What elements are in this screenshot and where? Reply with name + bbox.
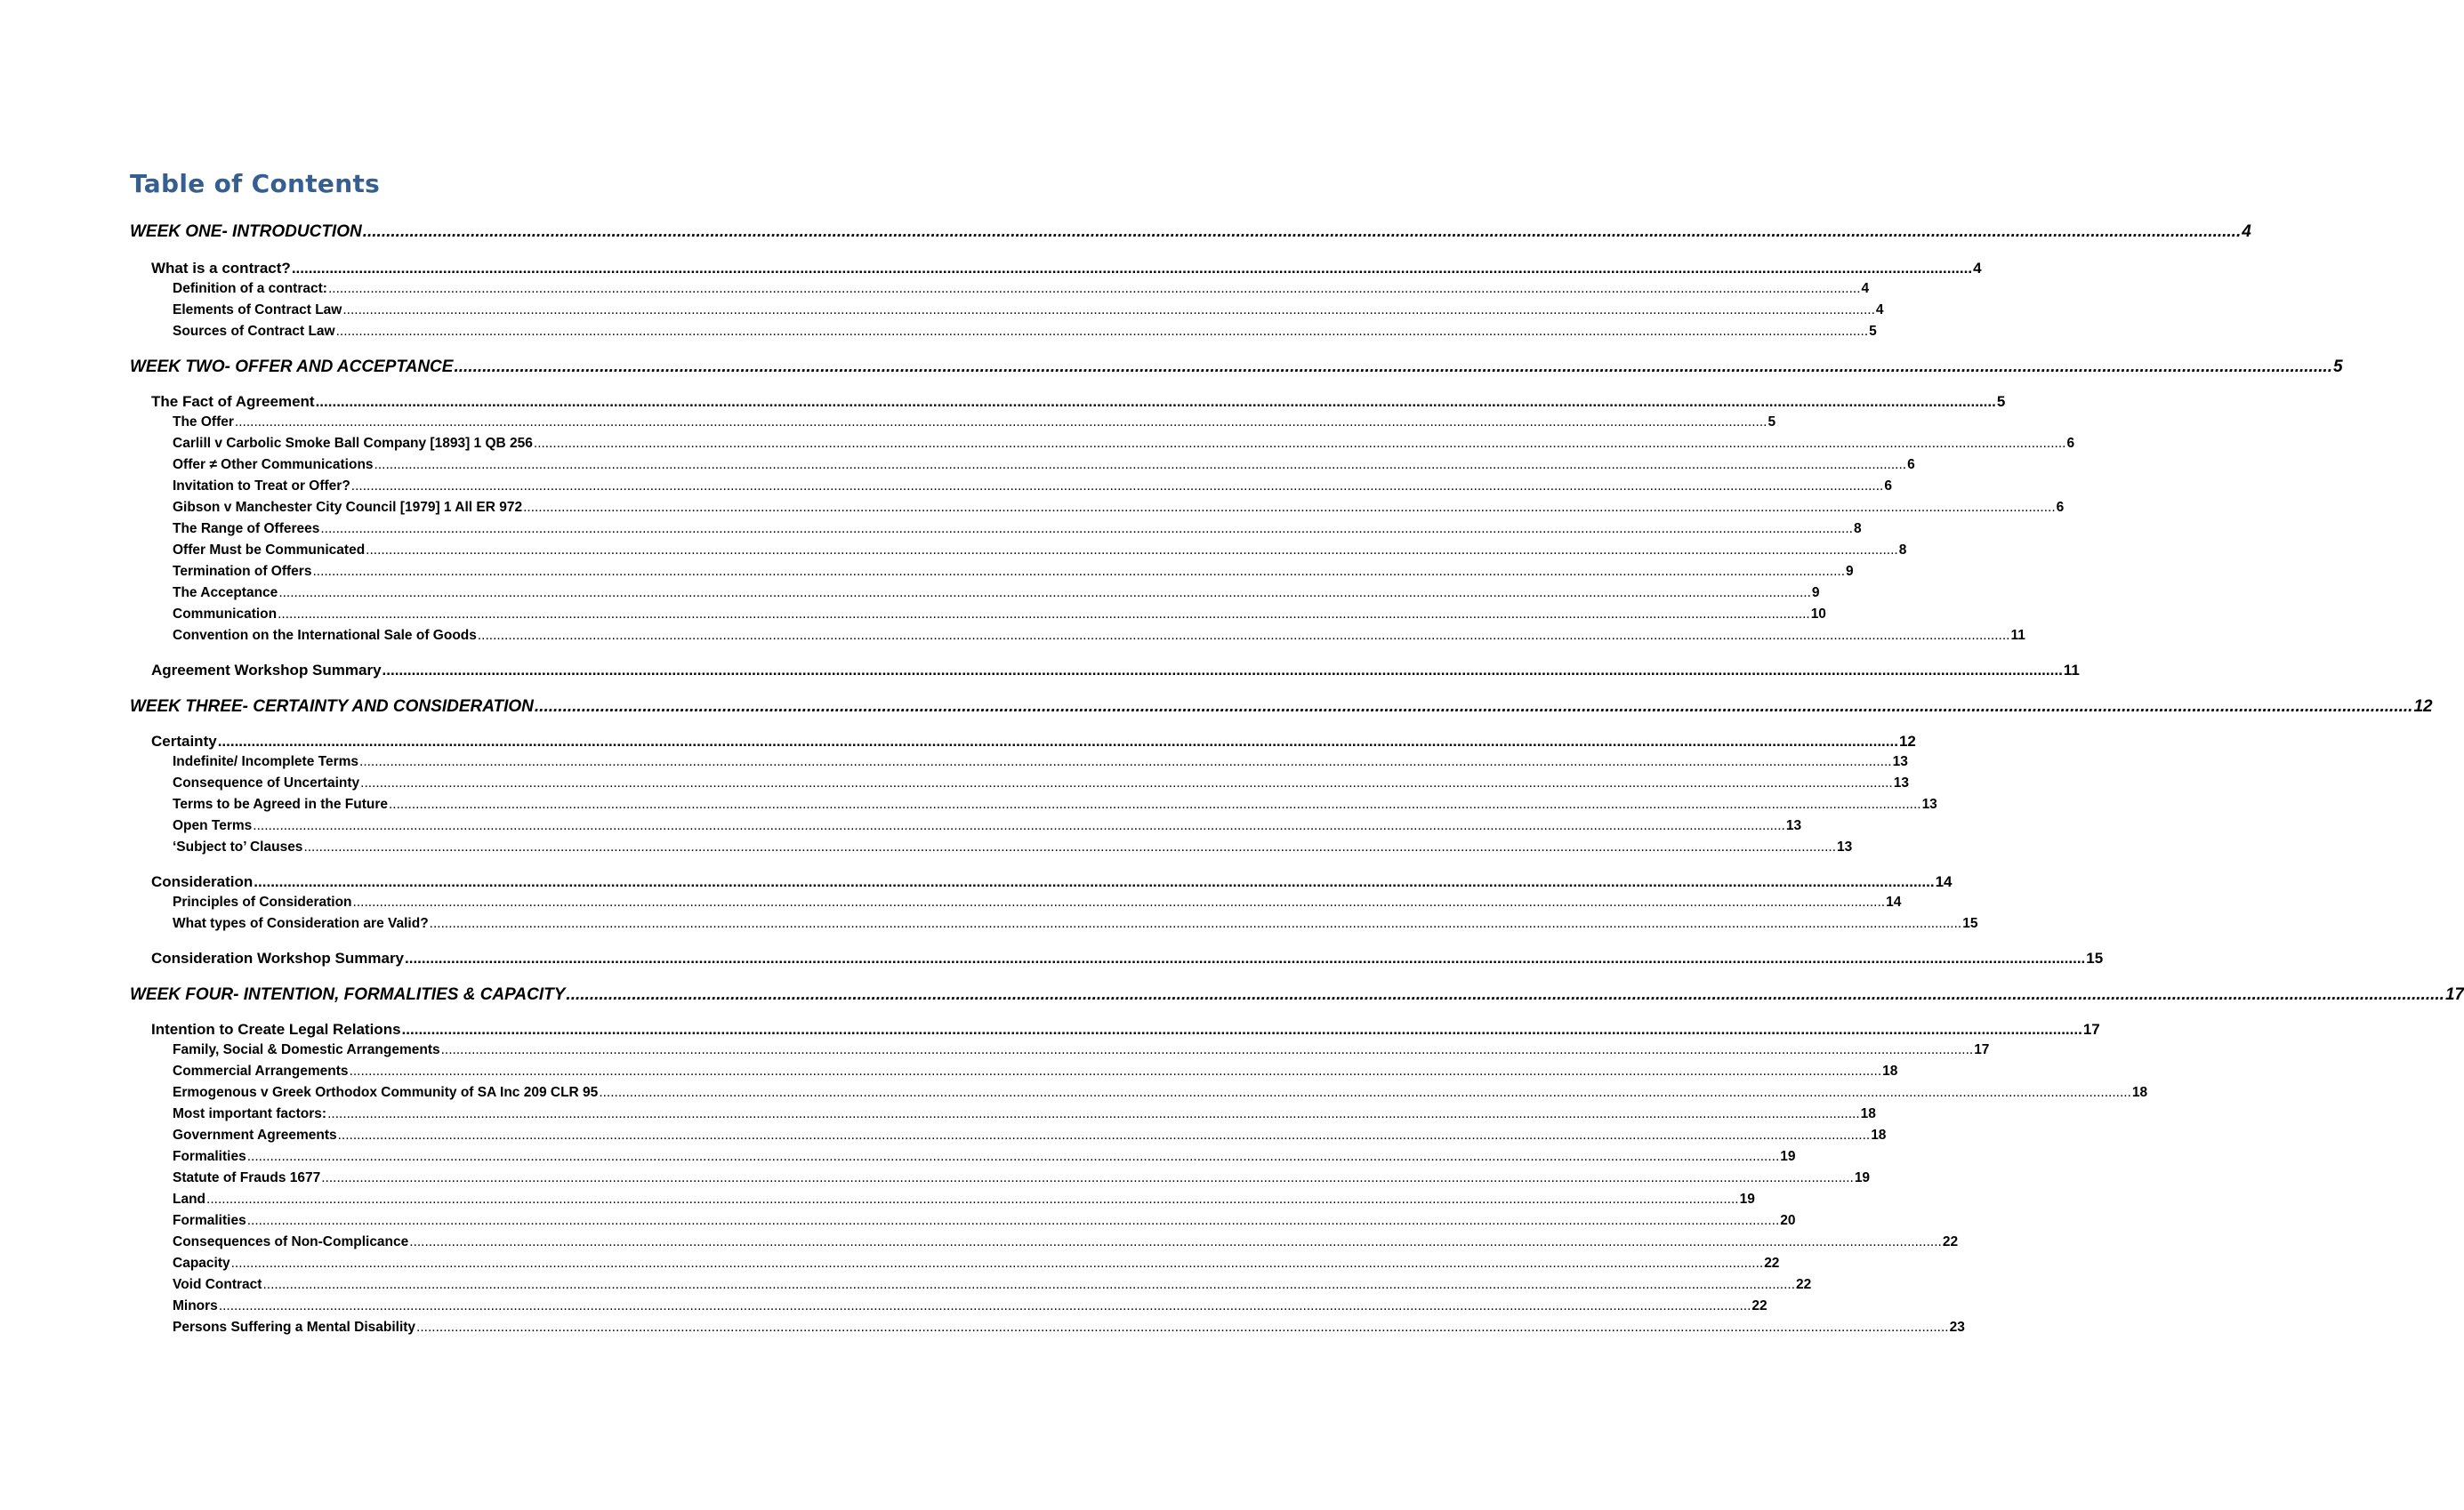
- toc-entry-label: WEEK TWO- OFFER AND ACCEPTANCE: [130, 357, 454, 376]
- toc-entry-page-number: 18: [1882, 1064, 1898, 1079]
- toc-dot-leader: ................................................................................................................................................................................................................................................................................................................................................................................................................: [217, 733, 1898, 750]
- toc-entry-level-2[interactable]: [151, 393, 2006, 411]
- toc-dot-leader: ................................................................................................................................................................................................................................................................................................................................................................................................................: [360, 775, 1893, 791]
- toc-entry-page-number: 12: [2413, 697, 2433, 716]
- toc-dot-leader: ................................................................................................................................................................................................................................................................................................................................................................................................................: [303, 839, 1836, 855]
- toc-entry-label: WEEK THREE- CERTAINTY AND CONSIDERATION: [130, 697, 534, 716]
- toc-dot-leader: ................................................................................................................................................................................................................................................................................................................................................................................................................: [342, 302, 1875, 317]
- toc-entry-label: Gibson v Manchester City Council [1979] 1 All ER 972: [173, 500, 523, 515]
- toc-title: Table of Contents: [130, 169, 381, 198]
- toc-entry-page-number: 23: [1949, 1320, 1965, 1335]
- toc-dot-leader: ................................................................................................................................................................................................................................................................................................................................................................................................................: [262, 1277, 1796, 1292]
- toc-entry-level-2[interactable]: [151, 662, 2080, 679]
- toc-entry-level-1[interactable]: [130, 357, 2343, 377]
- toc-entry-level-3[interactable]: [173, 916, 1978, 932]
- toc-dot-leader: ................................................................................................................................................................................................................................................................................................................................................................................................................: [350, 478, 1884, 494]
- toc-dot-leader: ................................................................................................................................................................................................................................................................................................................................................................................................................: [278, 585, 1811, 600]
- toc-dot-leader: ................................................................................................................................................................................................................................................................................................................................................................................................................: [382, 662, 2063, 679]
- toc-entry-level-3[interactable]: [173, 585, 1820, 601]
- toc-entry-page-number: 14: [1935, 873, 1953, 890]
- toc-entry-level-2[interactable]: [151, 873, 1953, 891]
- toc-dot-leader: ................................................................................................................................................................................................................................................................................................................................................................................................................: [206, 1192, 1739, 1207]
- toc-entry-page-number: 5: [2332, 357, 2343, 376]
- toc-entry-label: Carlill v Carbolic Smoke Ball Company [1893] 1 QB 256: [173, 436, 533, 451]
- toc-entry-level-3[interactable]: [173, 281, 1870, 297]
- toc-entry-level-3[interactable]: [173, 1170, 1871, 1186]
- toc-entry-page-number: 22: [1764, 1256, 1780, 1271]
- toc-entry-page-number: 8: [1898, 542, 1907, 558]
- toc-entry-page-number: 18: [2131, 1085, 2148, 1100]
- toc-entry-label: The Fact of Agreement: [151, 393, 315, 410]
- toc-entry-level-3[interactable]: [173, 775, 1909, 791]
- toc-entry-label: Principles of Consideration: [173, 895, 352, 910]
- toc-entry-page-number: 22: [1942, 1234, 1959, 1249]
- toc-entry-level-3[interactable]: [173, 521, 1862, 537]
- toc-entry-page-number: 6: [2066, 436, 2075, 451]
- toc-dot-leader: ................................................................................................................................................................................................................................................................................................................................................................................................................: [234, 414, 1767, 430]
- toc-dot-leader: ................................................................................................................................................................................................................................................................................................................................................................................................................: [416, 1320, 1949, 1335]
- toc-entry-label: ‘Subject to’ Clauses: [173, 839, 303, 855]
- toc-entry-level-3[interactable]: [173, 1256, 1780, 1272]
- toc-entry-level-3[interactable]: [173, 457, 1915, 473]
- toc-entry-level-3[interactable]: [173, 1085, 2148, 1101]
- toc-entry-page-number: 5: [1996, 393, 2006, 410]
- toc-entry-level-3[interactable]: [173, 839, 1853, 855]
- toc-entry-level-3[interactable]: [173, 1298, 1767, 1314]
- toc-entry-level-3[interactable]: [173, 1277, 1812, 1293]
- toc-entry-label: Offer Must be Communicated: [173, 542, 366, 558]
- toc-entry-page-number: 18: [1871, 1128, 1887, 1143]
- toc-entry-page-number: 5: [1767, 414, 1776, 430]
- toc-entry-level-3[interactable]: [173, 436, 2075, 452]
- toc-entry-level-3[interactable]: [173, 1064, 1898, 1080]
- toc-entry-label: Open Terms: [173, 818, 253, 833]
- toc-entry-label: Consideration Workshop Summary: [151, 950, 405, 967]
- toc-entry-label: Void Contract: [173, 1277, 262, 1292]
- toc-entry-level-3[interactable]: [173, 564, 1854, 580]
- toc-entry-level-3[interactable]: [173, 1042, 1990, 1058]
- toc-entry-label: Sources of Contract Law: [173, 324, 335, 339]
- toc-dot-leader: ................................................................................................................................................................................................................................................................................................................................................................................................................: [440, 1042, 1974, 1057]
- toc-dot-leader: ................................................................................................................................................................................................................................................................................................................................................................................................................: [327, 1106, 1860, 1121]
- toc-entry-label: Intention to Create Legal Relations: [151, 1021, 401, 1038]
- toc-entry-page-number: 17: [2082, 1021, 2100, 1038]
- toc-dot-leader: ................................................................................................................................................................................................................................................................................................................................................................................................................: [246, 1149, 1780, 1164]
- toc-dot-leader: ................................................................................................................................................................................................................................................................................................................................................................................................................: [599, 1085, 2131, 1100]
- toc-entry-level-3[interactable]: [173, 606, 1826, 622]
- toc-entry-level-3[interactable]: [173, 818, 1802, 834]
- toc-dot-leader: ................................................................................................................................................................................................................................................................................................................................................................................................................: [320, 521, 1853, 536]
- toc-entry-label: Formalities: [173, 1213, 246, 1228]
- toc-entry-label: Consequence of Uncertainty: [173, 775, 360, 791]
- toc-entry-label: Indefinite/ Incomplete Terms: [173, 754, 359, 769]
- toc-entry-label: Land: [173, 1192, 206, 1207]
- toc-dot-leader: ................................................................................................................................................................................................................................................................................................................................................................................................................: [278, 606, 1810, 622]
- toc-entry-label: Elements of Contract Law: [173, 302, 342, 317]
- toc-dot-leader: ................................................................................................................................................................................................................................................................................................................................................................................................................: [523, 500, 2056, 515]
- toc-dot-leader: ................................................................................................................................................................................................................................................................................................................................................................................................................: [254, 873, 1935, 890]
- toc-dot-leader: ................................................................................................................................................................................................................................................................................................................................................................................................................: [349, 1064, 1882, 1079]
- toc-entry-page-number: 9: [1846, 564, 1854, 579]
- toc-entry-label: What types of Consideration are Valid?: [173, 916, 429, 931]
- toc-entry-level-1[interactable]: [130, 697, 2433, 717]
- toc-entry-label: Agreement Workshop Summary: [151, 662, 382, 679]
- toc-entry-level-2[interactable]: [151, 733, 1916, 751]
- toc-entry-level-3[interactable]: [173, 1106, 1876, 1122]
- toc-entry-page-number: 5: [1869, 324, 1877, 339]
- toc-dot-leader: ................................................................................................................................................................................................................................................................................................................................................................................................................: [566, 985, 2444, 1004]
- toc-entry-label: The Range of Offerees: [173, 521, 320, 536]
- toc-entry-page-number: 17: [1974, 1042, 1990, 1057]
- toc-entry-label: Terms to be Agreed in the Future: [173, 797, 388, 812]
- toc-entry-page-number: 9: [1811, 585, 1820, 600]
- toc-entry-level-3[interactable]: [173, 895, 1902, 911]
- toc-entry-label: Capacity: [173, 1256, 230, 1271]
- toc-entry-page-number: 13: [1785, 818, 1802, 833]
- toc-entry-label: Communication: [173, 606, 278, 622]
- toc-entry-level-2[interactable]: [151, 950, 2104, 968]
- toc-entry-page-number: 6: [1907, 457, 1915, 472]
- toc-entry-label: Convention on the International Sale of Goods: [173, 628, 477, 643]
- toc-entry-label: Government Agreements: [173, 1128, 337, 1143]
- toc-entry-level-3[interactable]: [173, 797, 1937, 813]
- toc-dot-leader: ................................................................................................................................................................................................................................................................................................................................................................................................................: [405, 950, 2086, 967]
- toc-entry-level-3[interactable]: [173, 302, 1884, 318]
- toc-dot-leader: ................................................................................................................................................................................................................................................................................................................................................................................................................: [534, 697, 2413, 716]
- toc-entry-page-number: 20: [1780, 1213, 1796, 1228]
- toc-entry-label: WEEK ONE- INTRODUCTION: [130, 222, 362, 241]
- toc-dot-leader: ................................................................................................................................................................................................................................................................................................................................................................................................................: [362, 222, 2242, 241]
- toc-dot-leader: ................................................................................................................................................................................................................................................................................................................................................................................................................: [477, 628, 2010, 643]
- toc-dot-leader: ................................................................................................................................................................................................................................................................................................................................................................................................................: [327, 281, 1861, 296]
- toc-dot-leader: ................................................................................................................................................................................................................................................................................................................................................................................................................: [337, 1128, 1871, 1143]
- toc-entry-page-number: 10: [1810, 606, 1826, 622]
- toc-dot-leader: ................................................................................................................................................................................................................................................................................................................................................................................................................: [454, 357, 2332, 376]
- toc-entry-page-number: 6: [1884, 478, 1892, 494]
- toc-entry-level-3[interactable]: [173, 1149, 1796, 1165]
- toc-entry-page-number: 11: [2010, 628, 2025, 643]
- toc-dot-leader: ................................................................................................................................................................................................................................................................................................................................................................................................................: [218, 1298, 1751, 1313]
- toc-entry-label: Consideration: [151, 873, 254, 890]
- toc-entry-page-number: 17: [2444, 985, 2464, 1004]
- toc-entry-page-number: 14: [1886, 895, 1902, 910]
- toc-dot-leader: ................................................................................................................................................................................................................................................................................................................................................................................................................: [352, 895, 1886, 910]
- toc-entry-level-3[interactable]: [173, 1320, 1965, 1336]
- toc-entry-label: Persons Suffering a Mental Disability: [173, 1320, 416, 1335]
- toc-entry-page-number: 4: [1861, 281, 1870, 296]
- toc-entry-level-3[interactable]: [173, 1128, 1887, 1144]
- toc-dot-leader: ................................................................................................................................................................................................................................................................................................................................................................................................................: [321, 1170, 1854, 1185]
- toc-entry-label: Certainty: [151, 733, 217, 750]
- toc-entry-label: The Acceptance: [173, 585, 278, 600]
- toc-entry-level-3[interactable]: [173, 1234, 1959, 1250]
- toc-entry-level-1[interactable]: [130, 222, 2251, 242]
- toc-entry-page-number: 4: [2242, 222, 2251, 241]
- toc-entry-page-number: 4: [1875, 302, 1884, 317]
- toc-dot-leader: ................................................................................................................................................................................................................................................................................................................................................................................................................: [230, 1256, 1764, 1271]
- toc-dot-leader: ................................................................................................................................................................................................................................................................................................................................................................................................................: [401, 1021, 2082, 1038]
- toc-entry-label: Commercial Arrangements: [173, 1064, 349, 1079]
- toc-entry-page-number: 11: [2063, 662, 2080, 679]
- toc-entry-page-number: 22: [1751, 1298, 1767, 1313]
- toc-dot-leader: ................................................................................................................................................................................................................................................................................................................................................................................................................: [253, 818, 1785, 833]
- toc-entry-page-number: 4: [1973, 260, 1982, 277]
- toc-entry-label: Most important factors:: [173, 1106, 327, 1121]
- toc-entry-page-number: 13: [1893, 775, 1909, 791]
- toc-entry-level-3[interactable]: [173, 754, 1908, 770]
- toc-entry-label: Definition of a contract:: [173, 281, 327, 296]
- toc-dot-leader: ................................................................................................................................................................................................................................................................................................................................................................................................................: [335, 324, 1869, 339]
- toc-entry-label: Ermogenous v Greek Orthodox Community of SA Inc 209 CLR 95: [173, 1085, 599, 1100]
- toc-entry-level-3[interactable]: [173, 1213, 1796, 1229]
- toc-entry-label: Termination of Offers: [173, 564, 312, 579]
- toc-entry-page-number: 19: [1739, 1192, 1755, 1207]
- toc-dot-leader: ................................................................................................................................................................................................................................................................................................................................................................................................................: [359, 754, 1892, 769]
- toc-entry-level-3[interactable]: [173, 478, 1892, 494]
- toc-dot-leader: ................................................................................................................................................................................................................................................................................................................................................................................................................: [429, 916, 1962, 931]
- toc-dot-leader: ................................................................................................................................................................................................................................................................................................................................................................................................................: [315, 393, 1996, 410]
- toc-entry-label: What is a contract?: [151, 260, 291, 277]
- toc-entry-level-3[interactable]: [173, 628, 2025, 644]
- toc-entry-level-3[interactable]: [173, 542, 1907, 558]
- toc-entry-level-1[interactable]: [130, 985, 2464, 1005]
- toc-entry-page-number: 13: [1837, 839, 1853, 855]
- toc-dot-leader: ................................................................................................................................................................................................................................................................................................................................................................................................................: [374, 457, 1907, 472]
- toc-entry-label: WEEK FOUR- INTENTION, FORMALITIES & CAPACITY: [130, 985, 566, 1004]
- toc-entry-level-3[interactable]: [173, 1192, 1755, 1208]
- toc-dot-leader: ................................................................................................................................................................................................................................................................................................................................................................................................................: [366, 542, 1898, 558]
- toc-dot-leader: ................................................................................................................................................................................................................................................................................................................................................................................................................: [409, 1234, 1942, 1249]
- toc-entry-page-number: 18: [1860, 1106, 1876, 1121]
- toc-entry-level-2[interactable]: [151, 1021, 2100, 1039]
- toc-dot-leader: ................................................................................................................................................................................................................................................................................................................................................................................................................: [533, 436, 2066, 451]
- toc-entry-label: Family, Social & Domestic Arrangements: [173, 1042, 440, 1057]
- toc-dot-leader: ................................................................................................................................................................................................................................................................................................................................................................................................................: [246, 1213, 1780, 1228]
- toc-entry-label: Consequences of Non-Complicance: [173, 1234, 409, 1249]
- toc-entry-page-number: 13: [1892, 754, 1908, 769]
- toc-entry-level-3[interactable]: [173, 500, 2065, 516]
- toc-entry-page-number: 15: [2086, 950, 2104, 967]
- toc-entry-page-number: 12: [1898, 733, 1916, 750]
- toc-entry-page-number: 19: [1854, 1170, 1871, 1185]
- toc-entry-page-number: 15: [1962, 916, 1978, 931]
- toc-dot-leader: ................................................................................................................................................................................................................................................................................................................................................................................................................: [389, 797, 1921, 812]
- toc-dot-leader: ................................................................................................................................................................................................................................................................................................................................................................................................................: [312, 564, 1846, 579]
- toc-entry-page-number: 19: [1780, 1149, 1796, 1164]
- toc-entry-page-number: 8: [1853, 521, 1862, 536]
- toc-entry-label: Minors: [173, 1298, 218, 1313]
- toc-entry-label: The Offer: [173, 414, 234, 430]
- toc-entry-page-number: 13: [1921, 797, 1937, 812]
- toc-entry-page-number: 22: [1796, 1277, 1812, 1292]
- toc-entry-label: Invitation to Treat or Offer?: [173, 478, 350, 494]
- toc-entry-page-number: 6: [2056, 500, 2065, 515]
- toc-entry-label: Formalities: [173, 1149, 246, 1164]
- toc-entry-label: Offer ≠ Other Communications: [173, 457, 374, 472]
- toc-entry-level-3[interactable]: [173, 324, 1877, 340]
- toc-entry-level-3[interactable]: [173, 414, 1776, 430]
- toc-dot-leader: ................................................................................................................................................................................................................................................................................................................................................................................................................: [291, 260, 1973, 277]
- toc-entry-level-2[interactable]: [151, 260, 1982, 277]
- toc-entry-label: Statute of Frauds 1677: [173, 1170, 321, 1185]
